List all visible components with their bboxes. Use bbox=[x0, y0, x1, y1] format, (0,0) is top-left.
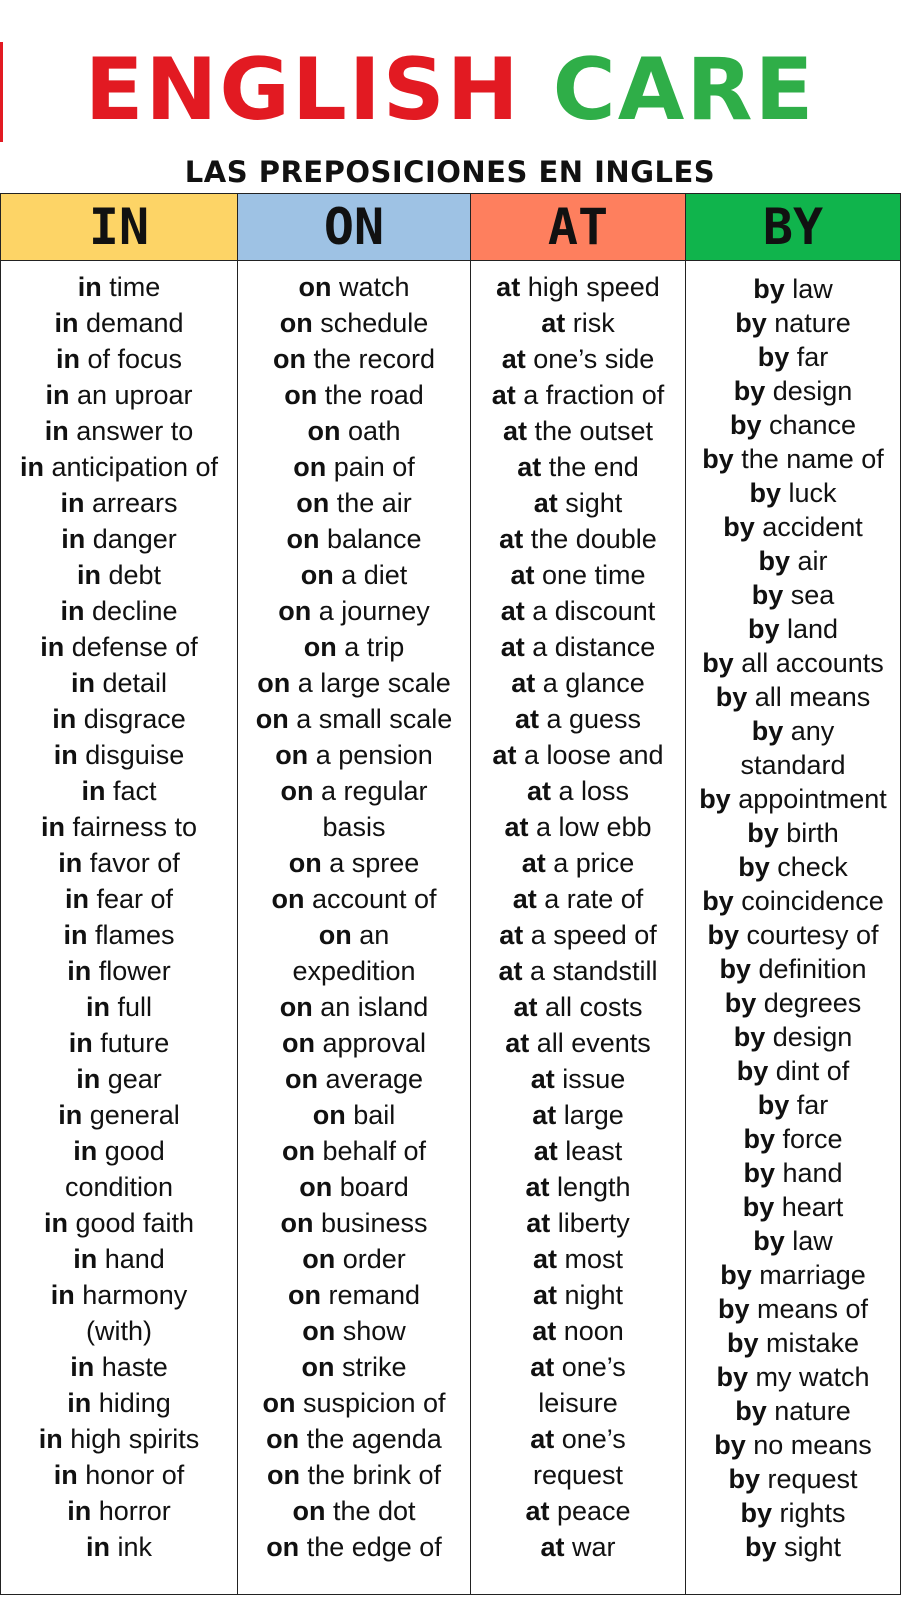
list-item: on the edge of bbox=[266, 1532, 442, 1562]
list-item: in defense of bbox=[40, 632, 198, 662]
list-item: on an island bbox=[279, 992, 429, 1022]
column-in bbox=[1, 194, 238, 1594]
list-item: on balance bbox=[286, 524, 422, 554]
list-item: at a loose and bbox=[492, 740, 664, 770]
list-item: at war bbox=[540, 1532, 616, 1562]
list-item: on business bbox=[280, 1208, 428, 1238]
list-item: on pain of bbox=[293, 452, 415, 482]
list-item: in debt bbox=[76, 560, 162, 590]
list-item: in future bbox=[68, 1028, 170, 1058]
list-item: at length bbox=[525, 1172, 631, 1202]
list-by bbox=[686, 261, 900, 1564]
column-on bbox=[238, 194, 471, 1594]
list-item: in haste bbox=[70, 1352, 168, 1382]
list-item: in of focus bbox=[55, 344, 183, 374]
list-item: on strike bbox=[301, 1352, 407, 1382]
list-item: by force bbox=[743, 1124, 843, 1154]
list-item: at a speed of bbox=[499, 920, 657, 950]
list-item: on show bbox=[302, 1316, 406, 1346]
list-item: on a trip bbox=[303, 632, 405, 662]
list-item: at a standstill bbox=[498, 956, 658, 986]
list-item: at a discount bbox=[500, 596, 656, 626]
list-item: by marriage bbox=[720, 1260, 866, 1290]
list-item: at most bbox=[532, 1244, 624, 1274]
list-item: by the name of bbox=[702, 444, 884, 474]
list-item: at one time bbox=[510, 560, 646, 590]
list-item: at a guess bbox=[514, 704, 642, 734]
list-item: on the air bbox=[296, 488, 412, 518]
list-item: at the end bbox=[517, 452, 639, 482]
list-item: on oath bbox=[307, 416, 401, 446]
list-item: by request bbox=[728, 1464, 858, 1494]
list-item: on watch bbox=[298, 272, 410, 302]
column-header-at: AT bbox=[471, 194, 685, 261]
list-item: (with) bbox=[86, 1316, 152, 1346]
list-item: in high spirits bbox=[38, 1424, 200, 1454]
brand-logo bbox=[0, 40, 900, 140]
list-in bbox=[1, 261, 237, 1565]
list-item: at a low ebb bbox=[504, 812, 652, 842]
list-item: by means of bbox=[717, 1294, 869, 1324]
list-item: by far bbox=[757, 342, 829, 372]
list-item: in horror bbox=[67, 1496, 171, 1526]
list-item: in disgrace bbox=[52, 704, 186, 734]
list-item: at liberty bbox=[526, 1208, 630, 1238]
list-item: in hand bbox=[73, 1244, 165, 1274]
list-item: at peace bbox=[525, 1496, 631, 1526]
list-item: by chance bbox=[729, 410, 857, 440]
list-at bbox=[471, 261, 685, 1565]
column-at bbox=[471, 194, 686, 1594]
list-item: by sea bbox=[751, 580, 835, 610]
list-item: by my watch bbox=[716, 1362, 870, 1392]
list-item: at one’s side bbox=[501, 344, 655, 374]
list-item: in fairness to bbox=[40, 812, 198, 842]
list-item: on a journey bbox=[278, 596, 430, 626]
list-item: on a diet bbox=[300, 560, 408, 590]
list-item: on an bbox=[318, 920, 390, 950]
list-item: on the dot bbox=[292, 1496, 416, 1526]
list-item: in hiding bbox=[67, 1388, 171, 1418]
brand-word-care: CARE bbox=[552, 40, 816, 140]
column-header-by: BY bbox=[686, 194, 900, 261]
list-item: by any bbox=[751, 716, 835, 746]
list-item: by mistake bbox=[726, 1328, 860, 1358]
list-item: in general bbox=[58, 1100, 180, 1130]
list-item: at a rate of bbox=[512, 884, 644, 914]
list-item: by degrees bbox=[724, 988, 862, 1018]
column-header-in: IN bbox=[1, 194, 237, 261]
list-item: by accident bbox=[723, 512, 863, 542]
list-item: at a fraction of bbox=[491, 380, 665, 410]
list-item: on account of bbox=[271, 884, 437, 914]
list-item: at one’s bbox=[530, 1352, 626, 1382]
list-item: on the brink of bbox=[266, 1460, 442, 1490]
list-item: on a pension bbox=[275, 740, 433, 770]
list-item: in danger bbox=[61, 524, 177, 554]
list-item: by design bbox=[733, 376, 853, 406]
list-item: at sight bbox=[533, 488, 623, 518]
list-item: on suspicion of bbox=[262, 1388, 446, 1418]
list-item: by law bbox=[753, 1226, 833, 1256]
list-item: in detail bbox=[70, 668, 168, 698]
list-item: by dint of bbox=[736, 1056, 850, 1086]
list-item: by nature bbox=[735, 1396, 851, 1426]
list-item: by all means bbox=[715, 682, 871, 712]
list-item: in fact bbox=[81, 776, 157, 806]
list-item: by courtesy of bbox=[707, 920, 879, 950]
list-item: by nature bbox=[735, 308, 851, 338]
list-item: on board bbox=[299, 1172, 409, 1202]
list-item: in decline bbox=[60, 596, 178, 626]
brand-word-english: ENGLISH bbox=[84, 40, 521, 140]
list-item: at large bbox=[532, 1100, 624, 1130]
list-item: in anticipation of bbox=[19, 452, 219, 482]
list-item: on behalf of bbox=[281, 1136, 427, 1166]
list-item: at noon bbox=[532, 1316, 624, 1346]
list-item: in harmony bbox=[50, 1280, 188, 1310]
list-item: by check bbox=[738, 852, 848, 882]
list-item: on the agenda bbox=[266, 1424, 442, 1454]
list-item: by coincidence bbox=[702, 886, 884, 916]
list-item: at night bbox=[532, 1280, 624, 1310]
list-item: in fear of bbox=[64, 884, 174, 914]
list-item: in time bbox=[77, 272, 161, 302]
list-item: on bail bbox=[312, 1100, 396, 1130]
list-item: in demand bbox=[54, 308, 184, 338]
list-item: on the record bbox=[272, 344, 436, 374]
list-item: on a spree bbox=[288, 848, 420, 878]
list-item: at the double bbox=[499, 524, 657, 554]
list-item: by luck bbox=[749, 478, 837, 508]
list-item: by no means bbox=[714, 1430, 872, 1460]
list-item: on approval bbox=[281, 1028, 427, 1058]
list-item: by heart bbox=[742, 1192, 844, 1222]
list-item: by air bbox=[758, 546, 828, 576]
list-item: at a price bbox=[521, 848, 635, 878]
list-item: in disguise bbox=[53, 740, 185, 770]
list-item: at a distance bbox=[500, 632, 656, 662]
list-item: by hand bbox=[743, 1158, 843, 1188]
list-item: by sight bbox=[744, 1532, 842, 1562]
list-item: at all costs bbox=[513, 992, 643, 1022]
list-item: by appointment bbox=[699, 784, 887, 814]
list-item: in favor of bbox=[58, 848, 180, 878]
list-item: by design bbox=[733, 1022, 853, 1052]
list-item: by birth bbox=[747, 818, 839, 848]
list-item: at one’s bbox=[530, 1424, 626, 1454]
list-item: in ink bbox=[85, 1532, 153, 1562]
list-item: condition bbox=[64, 1172, 174, 1202]
list-item: on remand bbox=[287, 1280, 421, 1310]
list-item: at the outset bbox=[502, 416, 654, 446]
list-item: at all events bbox=[505, 1028, 651, 1058]
list-on bbox=[238, 261, 470, 1565]
list-item: in full bbox=[85, 992, 153, 1022]
prepositions-table bbox=[0, 193, 901, 1595]
list-item: on average bbox=[284, 1064, 424, 1094]
list-item: in an uproar bbox=[45, 380, 193, 410]
list-item: in honor of bbox=[53, 1460, 185, 1490]
list-item: on the road bbox=[284, 380, 424, 410]
list-item: in good faith bbox=[43, 1208, 195, 1238]
list-item: standard bbox=[740, 750, 846, 780]
list-item: at issue bbox=[530, 1064, 626, 1094]
list-item: at risk bbox=[541, 308, 615, 338]
list-item: in arrears bbox=[60, 488, 178, 518]
list-item: by far bbox=[757, 1090, 829, 1120]
list-item: in flames bbox=[63, 920, 175, 950]
page-subtitle: LAS PREPOSICIONES EN INGLES bbox=[184, 155, 716, 189]
list-item: at a loss bbox=[526, 776, 630, 806]
list-item: on a regular bbox=[280, 776, 428, 806]
list-item: by law bbox=[753, 274, 833, 304]
list-item: at high speed bbox=[496, 272, 660, 302]
list-item: in gear bbox=[76, 1064, 162, 1094]
list-item: by all accounts bbox=[702, 648, 884, 678]
list-item: at least bbox=[533, 1136, 623, 1166]
column-header-on: ON bbox=[238, 194, 470, 261]
list-item: basis bbox=[322, 812, 386, 842]
list-item: on a small scale bbox=[255, 704, 453, 734]
list-item: expedition bbox=[292, 956, 416, 986]
list-item: on schedule bbox=[279, 308, 429, 338]
column-by bbox=[686, 194, 900, 1594]
list-item: on a large scale bbox=[257, 668, 451, 698]
list-item: request bbox=[532, 1460, 624, 1490]
list-item: by land bbox=[747, 614, 839, 644]
list-item: at a glance bbox=[511, 668, 645, 698]
list-item: in flower bbox=[67, 956, 171, 986]
list-item: by definition bbox=[719, 954, 867, 984]
list-item: in answer to bbox=[44, 416, 194, 446]
list-item: on order bbox=[302, 1244, 406, 1274]
list-item: leisure bbox=[538, 1388, 618, 1418]
list-item: by rights bbox=[740, 1498, 846, 1528]
list-item: in good bbox=[73, 1136, 165, 1166]
